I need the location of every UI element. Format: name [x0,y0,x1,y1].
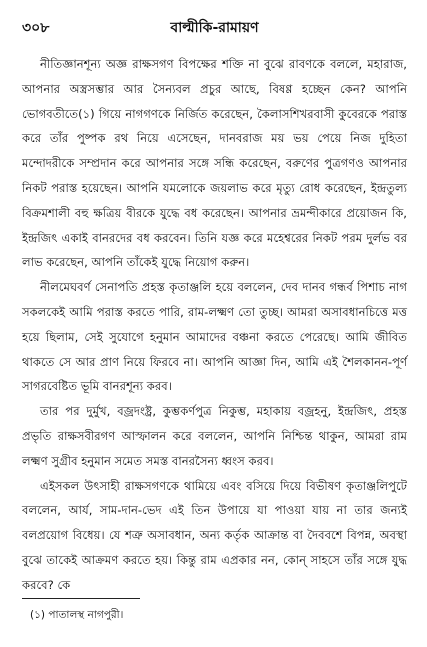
paragraph: নীলমেঘবর্ণ সেনাপতি প্রহস্ত কৃতাঞ্জলি হয়ে বললেন, দেব দানব গন্ধর্ব পিশাচ নাগ সকলকেই আমি পরাস্ত করতে পারি, রাম-লক্ষ্মণ তো তুচ্ছ। আমরা অসাবধানচিত্তে মত্ত হয়ে ছিলাম, সেই সুযোগে হনুমান আমাদের বঞ্চনা করতে পেরেছে। আমি জীবিত থাকতে সে আর প্রাণ নিয়ে ফিরবে না। আপনি আজ্ঞা দিন, আমি এই শৈলকানন-পূর্ণ সাগরবেষ্টিত ভূমি বানরশূন্য করব। [22,280,407,394]
paragraph: তার পর দুর্মুখ, বজ্রদংষ্ট্র, কুম্ভকর্ণপুত্র নিকুম্ভ, মহাকায় বজ্রহনু, ইন্দ্রজিৎ, প্রহস্ত প্রভৃতি রাক্ষসবীরগণ আস্ফালন করে বললেন, আপনি নিশ্চিন্ত থাকুন, আমরা রাম লক্ষ্মণ সুগ্রীব হনুমান সমেত সমস্ত বানরসৈন্য ধ্বংস করব। [22,404,407,468]
footnote-divider [22,598,140,599]
paragraph: এইসকল উৎসাহী রাক্ষসগণকে থামিয়ে এবং বসিয়ে দিয়ে বিভীষণ কৃতাঞ্জলিপুটে বললেন, আর্য, সাম-দান-ভেদ এই তিন উপায়ে যা পাওয়া যায় না তার জন্যই বলপ্রয়োগ বিধেয়। যে শত্রু অসাবধান, অন্য কর্তৃক আক্রান্ত বা দৈববশে বিপন্ন, অবস্থা বুঝে তাকেই আক্রমণ করতে হয়। কিন্তু রাম এপ্রকার নন, কোন্ সাহসে তাঁর সঙ্গে যুদ্ধ করবে? কে [22,478,407,592]
page-header [22,14,407,36]
page-number: ৩০৮ [22,20,50,36]
running-title: বাল্মীকি-রামায়ণ [170,20,259,36]
footnote: (১) পাতালস্থ নাগপুরী। [30,609,124,621]
body-text [22,52,407,598]
paragraph: নীতিজ্ঞানশূন্য অজ্ঞ রাক্ষসগণ বিপক্ষের শক্তি না বুঝে রাবণকে বললে, মহারাজ, আপনার অস্ত্রসম্ভার আর সৈন্যবল প্রচুর আছে, বিষণ্ণ হচ্ছেন কেন? আপনি ভোগবতীতে(১) গিয়ে নাগগণকে নির্জিত করেছেন, কৈলাসশিখরবাসী কুবেরকে পরাস্ত করে তাঁর পুষ্পক রথ নিয়ে এসেছেন, দানবরাজ ময় ভয় পেয়ে নিজ দুহিতা মন্দোদরীকে সম্প্রদান করে আপনার সঙ্গে সন্ধি করেছেন, বরুণের পুত্রগণও আপনার নিকট পরাস্ত হয়েছেন। আপনি যমলোকে জয়লাভ করে মৃত্যু রোধ করেছেন, ইন্দ্রতুল্য বিক্রমশালী বহু ক্ষত্রিয় বীরকে যুদ্ধে বধ করেছেন। আপনার ভ্রমন্দীকারে প্রয়োজন কি, ইন্দ্রজিৎ একাই বানরদের বধ করবেন। তিনি যজ্ঞ করে মহেশ্বরের নিকট পরম দুর্লভ বর লাভ করেছেন, আপনি তাঁকেই যুদ্ধে নিয়োগ করুন। [22,57,407,270]
